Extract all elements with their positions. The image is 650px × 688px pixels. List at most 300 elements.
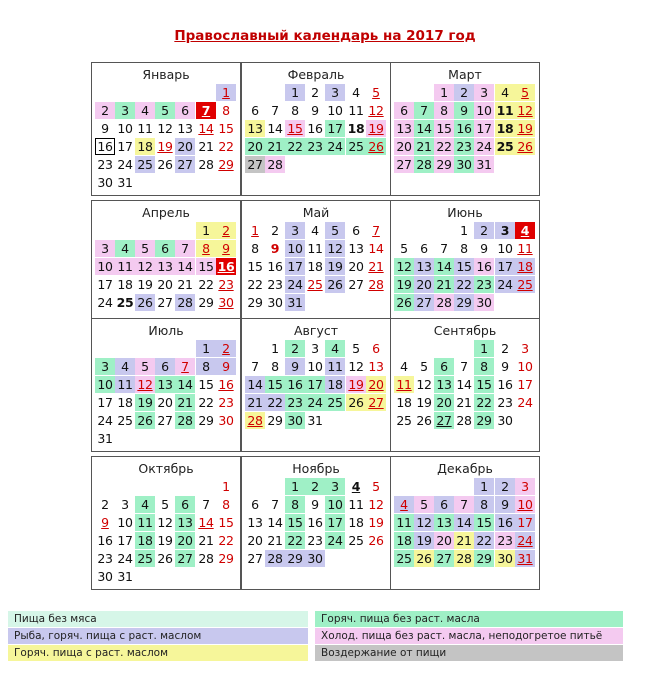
day-cell[interactable]: 2 xyxy=(216,340,236,357)
day-cell[interactable]: 21 xyxy=(456,395,472,410)
day-cell[interactable]: 15 xyxy=(434,120,454,137)
day-cell[interactable]: 26 xyxy=(157,157,173,172)
day-cell[interactable]: 6 xyxy=(434,358,454,375)
day-cell[interactable]: 9 xyxy=(101,121,109,136)
day-cell[interactable]: 9 xyxy=(101,515,109,530)
day-cell[interactable]: 13 xyxy=(247,515,263,530)
day-cell[interactable]: 7 xyxy=(440,241,448,256)
day-cell[interactable]: 18 xyxy=(135,138,155,155)
day-cell[interactable]: 8 xyxy=(291,103,299,118)
day-cell[interactable]: 29 xyxy=(474,412,494,429)
day-cell[interactable]: 8 xyxy=(271,359,279,374)
day-cell[interactable]: 27 xyxy=(247,551,263,566)
day-cell[interactable]: 17 xyxy=(285,258,305,275)
day-cell[interactable]: 4 xyxy=(352,85,360,100)
day-cell[interactable]: 21 xyxy=(198,139,214,154)
day-cell[interactable]: 9 xyxy=(454,102,474,119)
day-cell[interactable]: 21 xyxy=(265,138,285,155)
day-cell[interactable]: 4 xyxy=(135,496,155,513)
day-cell[interactable]: 8 xyxy=(434,102,454,119)
day-cell[interactable]: 2 xyxy=(501,341,509,356)
day-cell[interactable]: 15 xyxy=(218,515,234,530)
day-cell[interactable]: 15 xyxy=(218,121,234,136)
day-cell[interactable]: 6 xyxy=(394,102,414,119)
day-cell[interactable]: 28 xyxy=(175,412,195,429)
day-cell[interactable]: 3 xyxy=(325,84,345,101)
day-cell[interactable]: 18 xyxy=(348,515,364,530)
day-cell[interactable]: 19 xyxy=(368,515,384,530)
day-cell[interactable]: 2 xyxy=(454,84,474,101)
day-cell[interactable]: 24 xyxy=(495,276,515,293)
day-cell[interactable]: 18 xyxy=(396,395,412,410)
day-cell[interactable]: 1 xyxy=(474,340,494,357)
day-cell[interactable]: 17 xyxy=(495,258,515,275)
day-cell[interactable]: 6 xyxy=(420,241,428,256)
day-cell[interactable]: 7 xyxy=(414,102,434,119)
day-cell[interactable]: 31 xyxy=(285,294,305,311)
day-cell[interactable]: 14 xyxy=(454,514,474,531)
day-cell[interactable]: 4 xyxy=(115,240,135,257)
day-cell[interactable]: 10 xyxy=(307,359,323,374)
day-cell[interactable]: 18 xyxy=(135,532,155,549)
day-cell[interactable]: 19 xyxy=(416,395,432,410)
day-cell[interactable]: 24 xyxy=(474,138,494,155)
day-cell[interactable]: 1 xyxy=(196,340,216,357)
day-cell[interactable]: 8 xyxy=(196,358,216,375)
day-cell[interactable]: 7 xyxy=(271,497,279,512)
day-cell[interactable]: 5 xyxy=(135,240,155,257)
day-cell[interactable]: 12 xyxy=(515,102,535,119)
day-cell[interactable]: 18 xyxy=(347,121,365,136)
day-cell[interactable]: 10 xyxy=(325,496,345,513)
day-cell[interactable]: 27 xyxy=(434,550,454,567)
day-cell[interactable]: 30 xyxy=(285,412,305,429)
day-cell[interactable]: 25 xyxy=(116,295,134,310)
day-cell[interactable]: 10 xyxy=(95,376,115,393)
day-cell[interactable]: 23 xyxy=(97,551,113,566)
day-cell[interactable]: 10 xyxy=(117,515,133,530)
day-cell[interactable]: 6 xyxy=(155,240,175,257)
day-cell[interactable]: 15 xyxy=(454,258,474,275)
day-cell[interactable]: 13 xyxy=(155,376,175,393)
day-cell[interactable]: 6 xyxy=(352,223,360,238)
day-cell[interactable]: 27 xyxy=(348,277,364,292)
day-cell[interactable]: 23 xyxy=(218,395,234,410)
day-cell[interactable]: 9 xyxy=(495,496,515,513)
day-cell[interactable]: 12 xyxy=(135,258,155,275)
day-cell[interactable]: 18 xyxy=(117,277,133,292)
day-cell[interactable]: 24 xyxy=(325,138,345,155)
day-cell[interactable]: 30 xyxy=(97,569,113,584)
day-cell[interactable]: 13 xyxy=(155,258,175,275)
day-cell[interactable]: 6 xyxy=(251,103,259,118)
day-cell[interactable]: 10 xyxy=(497,241,513,256)
day-cell[interactable]: 30 xyxy=(97,175,113,190)
day-cell[interactable]: 12 xyxy=(368,497,384,512)
day-cell[interactable]: 28 xyxy=(414,156,434,173)
day-cell[interactable]: 11 xyxy=(115,376,135,393)
day-cell[interactable]: 29 xyxy=(198,413,214,428)
day-cell[interactable]: 24 xyxy=(515,532,535,549)
day-cell[interactable]: 9 xyxy=(311,103,319,118)
day-cell[interactable]: 7 xyxy=(372,223,380,238)
day-cell[interactable]: 13 xyxy=(368,359,384,374)
day-cell[interactable]: 23 xyxy=(285,394,305,411)
day-cell[interactable]: 13 xyxy=(414,258,434,275)
day-cell[interactable]: 23 xyxy=(454,138,474,155)
day-cell[interactable]: 28 xyxy=(368,277,384,292)
day-cell[interactable]: 25 xyxy=(117,413,133,428)
day-cell[interactable]: 16 xyxy=(307,515,323,530)
day-cell[interactable]: 16 xyxy=(497,377,513,392)
day-cell[interactable]: 7 xyxy=(454,496,474,513)
day-cell[interactable]: 27 xyxy=(414,294,434,311)
day-cell[interactable]: 24 xyxy=(117,157,133,172)
day-cell[interactable]: 2 xyxy=(285,340,305,357)
day-cell[interactable]: 20 xyxy=(366,376,386,393)
day-cell[interactable]: 10 xyxy=(327,103,343,118)
day-cell[interactable]: 25 xyxy=(396,413,412,428)
day-cell[interactable]: 8 xyxy=(460,241,468,256)
day-cell[interactable]: 20 xyxy=(175,532,195,549)
day-cell[interactable]: 11 xyxy=(307,241,323,256)
day-cell[interactable]: 11 xyxy=(135,514,155,531)
day-cell[interactable]: 5 xyxy=(325,222,345,239)
day-cell[interactable]: 16 xyxy=(97,533,113,548)
day-cell[interactable]: 23 xyxy=(218,277,234,292)
day-cell[interactable]: 6 xyxy=(372,341,380,356)
day-cell[interactable]: 24 xyxy=(117,551,133,566)
day-cell[interactable]: 10 xyxy=(95,258,115,275)
day-cell[interactable]: 22 xyxy=(474,394,494,411)
day-cell[interactable]: 12 xyxy=(416,377,432,392)
day-cell[interactable]: 22 xyxy=(285,532,305,549)
day-cell[interactable]: 20 xyxy=(414,276,434,293)
day-cell[interactable]: 17 xyxy=(474,120,494,137)
day-cell[interactable]: 1 xyxy=(460,223,468,238)
day-cell[interactable]: 3 xyxy=(515,478,535,495)
day-cell[interactable]: 5 xyxy=(161,497,169,512)
day-cell[interactable]: 31 xyxy=(117,569,133,584)
day-cell[interactable]: 11 xyxy=(517,241,533,256)
day-cell[interactable]: 17 xyxy=(117,139,133,154)
day-cell[interactable]: 14 xyxy=(198,515,214,530)
day-cell[interactable]: 29 xyxy=(454,294,474,311)
day-cell[interactable]: 15 xyxy=(474,376,494,393)
day-cell[interactable]: 18 xyxy=(394,532,414,549)
day-cell[interactable]: 15 xyxy=(247,259,263,274)
day-cell[interactable]: 31 xyxy=(307,413,323,428)
day-cell[interactable]: 30 xyxy=(454,156,474,173)
day-cell[interactable]: 4 xyxy=(325,340,345,357)
day-cell[interactable]: 14 xyxy=(267,121,283,136)
day-cell[interactable]: 22 xyxy=(198,277,214,292)
day-cell[interactable]: 5 xyxy=(372,85,380,100)
day-cell[interactable]: 28 xyxy=(198,157,214,172)
day-cell[interactable]: 25 xyxy=(135,550,155,567)
day-cell[interactable]: 17 xyxy=(97,395,113,410)
day-cell[interactable]: 30 xyxy=(497,413,513,428)
day-cell[interactable]: 2 xyxy=(305,478,325,495)
day-cell[interactable]: 28 xyxy=(198,551,214,566)
day-cell[interactable]: 25 xyxy=(394,550,414,567)
day-cell[interactable]: 29 xyxy=(218,157,234,172)
day-cell[interactable]: 11 xyxy=(115,258,135,275)
day-cell[interactable]: 12 xyxy=(394,258,414,275)
day-cell[interactable]: 26 xyxy=(135,294,155,311)
day-cell[interactable]: 2 xyxy=(311,85,319,100)
day-cell[interactable]: 19 xyxy=(137,277,153,292)
day-cell[interactable]: 12 xyxy=(157,121,173,136)
day-cell[interactable]: 19 xyxy=(515,120,535,137)
day-cell[interactable]: 27 xyxy=(175,550,195,567)
day-cell[interactable]: 4 xyxy=(394,496,414,513)
day-cell[interactable]: 27 xyxy=(157,413,173,428)
day-cell[interactable]: 4 xyxy=(400,359,408,374)
day-cell[interactable]: 10 xyxy=(285,240,305,257)
day-cell[interactable]: 3 xyxy=(521,341,529,356)
day-cell[interactable]: 11 xyxy=(496,103,514,118)
day-cell[interactable]: 29 xyxy=(285,550,305,567)
day-cell[interactable]: 9 xyxy=(311,497,319,512)
day-cell[interactable]: 23 xyxy=(474,276,494,293)
day-cell[interactable]: 19 xyxy=(135,394,155,411)
day-cell[interactable]: 27 xyxy=(175,156,195,173)
day-cell[interactable]: 11 xyxy=(348,103,364,118)
day-cell[interactable]: 27 xyxy=(434,412,454,429)
day-cell[interactable]: 21 xyxy=(267,533,283,548)
day-cell[interactable]: 18 xyxy=(515,258,535,275)
day-cell[interactable]: 10 xyxy=(474,102,494,119)
day-cell[interactable]: 31 xyxy=(117,175,133,190)
day-cell[interactable]: 11 xyxy=(137,121,153,136)
day-cell[interactable]: 3 xyxy=(311,341,319,356)
day-cell[interactable]: 16 xyxy=(267,259,283,274)
day-cell[interactable]: 7 xyxy=(196,102,216,119)
day-cell[interactable]: 5 xyxy=(414,496,434,513)
day-cell[interactable]: 12 xyxy=(325,240,345,257)
day-cell[interactable]: 19 xyxy=(157,139,173,154)
day-cell[interactable]: 16 xyxy=(474,258,494,275)
day-cell[interactable]: 7 xyxy=(202,497,210,512)
day-cell[interactable]: 18 xyxy=(117,395,133,410)
day-cell[interactable]: 19 xyxy=(366,120,386,137)
day-cell[interactable]: 22 xyxy=(454,276,474,293)
day-cell[interactable]: 26 xyxy=(135,412,155,429)
day-cell[interactable]: 6 xyxy=(175,102,195,119)
day-cell[interactable]: 20 xyxy=(434,394,454,411)
day-cell[interactable]: 21 xyxy=(198,533,214,548)
day-cell[interactable]: 2 xyxy=(495,478,515,495)
day-cell[interactable]: 8 xyxy=(474,358,494,375)
day-cell[interactable]: 15 xyxy=(474,514,494,531)
day-cell[interactable]: 16 xyxy=(495,514,515,531)
day-cell[interactable]: 23 xyxy=(267,277,283,292)
day-cell[interactable]: 19 xyxy=(394,276,414,293)
day-cell[interactable]: 11 xyxy=(325,358,345,375)
day-cell[interactable]: 5 xyxy=(400,241,408,256)
day-cell[interactable]: 25 xyxy=(346,138,366,155)
day-cell[interactable]: 3 xyxy=(115,102,135,119)
day-cell[interactable]: 22 xyxy=(247,277,263,292)
day-cell[interactable]: 27 xyxy=(157,295,173,310)
day-cell[interactable]: 15 xyxy=(285,514,305,531)
day-cell[interactable]: 17 xyxy=(517,377,533,392)
day-cell[interactable]: 26 xyxy=(416,413,432,428)
day-cell[interactable]: 29 xyxy=(198,295,214,310)
day-cell[interactable]: 30 xyxy=(218,413,234,428)
day-cell[interactable]: 17 xyxy=(97,277,113,292)
day-cell[interactable]: 25 xyxy=(496,139,514,154)
day-cell[interactable]: 12 xyxy=(157,515,173,530)
day-cell[interactable]: 20 xyxy=(434,532,454,549)
day-cell[interactable]: 14 xyxy=(414,120,434,137)
day-cell[interactable]: 7 xyxy=(175,358,195,375)
day-cell[interactable]: 20 xyxy=(394,138,414,155)
day-cell[interactable]: 22 xyxy=(434,138,454,155)
day-cell[interactable]: 22 xyxy=(285,138,305,155)
day-cell[interactable]: 27 xyxy=(245,156,265,173)
day-cell[interactable]: 5 xyxy=(420,359,428,374)
day-cell[interactable]: 28 xyxy=(265,550,285,567)
day-cell[interactable]: 23 xyxy=(305,138,325,155)
day-cell[interactable]: 7 xyxy=(175,240,195,257)
day-cell[interactable]: 3 xyxy=(121,497,129,512)
day-cell[interactable]: 3 xyxy=(285,222,305,239)
day-cell[interactable]: 14 xyxy=(267,515,283,530)
day-cell[interactable]: 10 xyxy=(515,496,535,513)
day-cell[interactable]: 1 xyxy=(196,222,216,239)
day-cell[interactable]: 10 xyxy=(517,359,533,374)
day-cell[interactable]: 29 xyxy=(474,550,494,567)
day-cell[interactable]: 5 xyxy=(352,341,360,356)
day-cell[interactable]: 3 xyxy=(474,84,494,101)
day-cell[interactable]: 9 xyxy=(501,359,509,374)
day-cell[interactable]: 13 xyxy=(175,514,195,531)
day-cell[interactable]: 21 xyxy=(175,394,195,411)
day-cell[interactable]: 9 xyxy=(480,241,488,256)
day-cell[interactable]: 14 xyxy=(175,376,195,393)
day-cell[interactable]: 8 xyxy=(251,241,259,256)
day-cell[interactable]: 13 xyxy=(348,241,364,256)
day-cell[interactable]: 15 xyxy=(198,377,214,392)
day-cell[interactable]: 30 xyxy=(267,295,283,310)
day-cell[interactable]: 15 xyxy=(265,376,285,393)
day-cell[interactable]: 21 xyxy=(177,277,193,292)
day-cell[interactable]: 26 xyxy=(157,551,173,566)
day-cell[interactable]: 3 xyxy=(95,240,115,257)
day-cell[interactable]: 12 xyxy=(135,376,155,393)
day-cell[interactable]: 21 xyxy=(454,532,474,549)
day-cell[interactable]: 4 xyxy=(115,358,135,375)
day-cell[interactable]: 26 xyxy=(515,138,535,155)
day-cell[interactable]: 13 xyxy=(394,120,414,137)
day-cell[interactable]: 30 xyxy=(218,295,234,310)
day-cell[interactable]: 12 xyxy=(368,103,384,118)
day-cell[interactable]: 29 xyxy=(247,295,263,310)
day-cell[interactable]: 1 xyxy=(285,478,305,495)
day-cell[interactable]: 19 xyxy=(414,532,434,549)
day-cell[interactable]: 25 xyxy=(515,276,535,293)
day-cell[interactable]: 4 xyxy=(495,84,515,101)
day-cell[interactable]: 25 xyxy=(348,533,364,548)
day-cell[interactable]: 31 xyxy=(97,431,113,446)
day-cell[interactable]: 28 xyxy=(454,550,474,567)
day-cell[interactable]: 31 xyxy=(515,550,535,567)
day-cell[interactable]: 20 xyxy=(245,138,265,155)
day-cell[interactable]: 21 xyxy=(245,394,265,411)
day-cell[interactable]: 9 xyxy=(216,358,236,375)
day-cell[interactable]: 1 xyxy=(271,341,279,356)
day-cell[interactable]: 1 xyxy=(434,84,454,101)
day-cell[interactable]: 31 xyxy=(474,156,494,173)
day-cell[interactable]: 20 xyxy=(157,395,173,410)
day-cell[interactable]: 25 xyxy=(307,277,323,292)
day-cell[interactable]: 26 xyxy=(368,533,384,548)
day-cell[interactable]: 14 xyxy=(368,241,384,256)
day-cell[interactable]: 1 xyxy=(285,84,305,101)
day-cell[interactable]: 3 xyxy=(95,358,115,375)
day-cell[interactable]: 2 xyxy=(474,222,494,239)
day-cell[interactable]: 13 xyxy=(434,514,454,531)
day-cell[interactable]: 8 xyxy=(285,496,305,513)
day-cell[interactable]: 23 xyxy=(497,395,513,410)
day-cell[interactable]: 5 xyxy=(515,84,535,101)
day-cell[interactable]: 6 xyxy=(434,496,454,513)
day-cell[interactable]: 7 xyxy=(460,359,468,374)
day-cell[interactable]: 29 xyxy=(218,551,234,566)
day-cell[interactable]: 17 xyxy=(305,376,325,393)
day-cell[interactable]: 19 xyxy=(325,258,345,275)
day-cell[interactable]: 20 xyxy=(247,533,263,548)
day-cell[interactable]: 22 xyxy=(474,532,494,549)
day-cell[interactable]: 1 xyxy=(251,223,259,238)
day-cell[interactable]: 18 xyxy=(325,376,345,393)
day-cell[interactable]: 24 xyxy=(305,394,325,411)
day-cell[interactable]: 21 xyxy=(434,276,454,293)
day-cell[interactable]: 28 xyxy=(245,412,265,429)
day-cell[interactable]: 26 xyxy=(394,294,414,311)
day-cell[interactable]: 4 xyxy=(135,102,155,119)
day-cell[interactable]: 27 xyxy=(366,394,386,411)
day-cell[interactable]: 25 xyxy=(135,156,155,173)
day-cell[interactable]: 23 xyxy=(495,532,515,549)
day-cell[interactable]: 21 xyxy=(414,138,434,155)
day-cell[interactable]: 25 xyxy=(325,394,345,411)
day-cell[interactable]: 26 xyxy=(366,138,386,155)
day-cell[interactable]: 13 xyxy=(245,120,265,137)
day-cell[interactable]: 29 xyxy=(434,156,454,173)
day-cell[interactable]: 30 xyxy=(474,294,494,311)
day-cell[interactable]: 2 xyxy=(95,102,115,119)
day-cell[interactable]: 24 xyxy=(285,276,305,293)
day-cell[interactable]: 19 xyxy=(157,533,173,548)
day-cell[interactable]: 5 xyxy=(135,358,155,375)
day-cell[interactable]: 8 xyxy=(222,497,230,512)
day-cell[interactable]: 5 xyxy=(155,102,175,119)
day-cell[interactable]: 28 xyxy=(456,413,472,428)
day-cell[interactable]: 6 xyxy=(175,496,195,513)
day-cell[interactable]: 30 xyxy=(495,550,515,567)
day-cell[interactable]: 9 xyxy=(285,358,305,375)
day-cell[interactable]: 11 xyxy=(348,497,364,512)
day-cell[interactable]: 4 xyxy=(311,223,319,238)
day-cell[interactable]: 12 xyxy=(348,359,364,374)
day-cell[interactable]: 28 xyxy=(175,294,195,311)
day-cell[interactable]: 27 xyxy=(394,156,414,173)
day-cell[interactable]: 2 xyxy=(101,497,109,512)
day-cell[interactable]: 24 xyxy=(325,532,345,549)
